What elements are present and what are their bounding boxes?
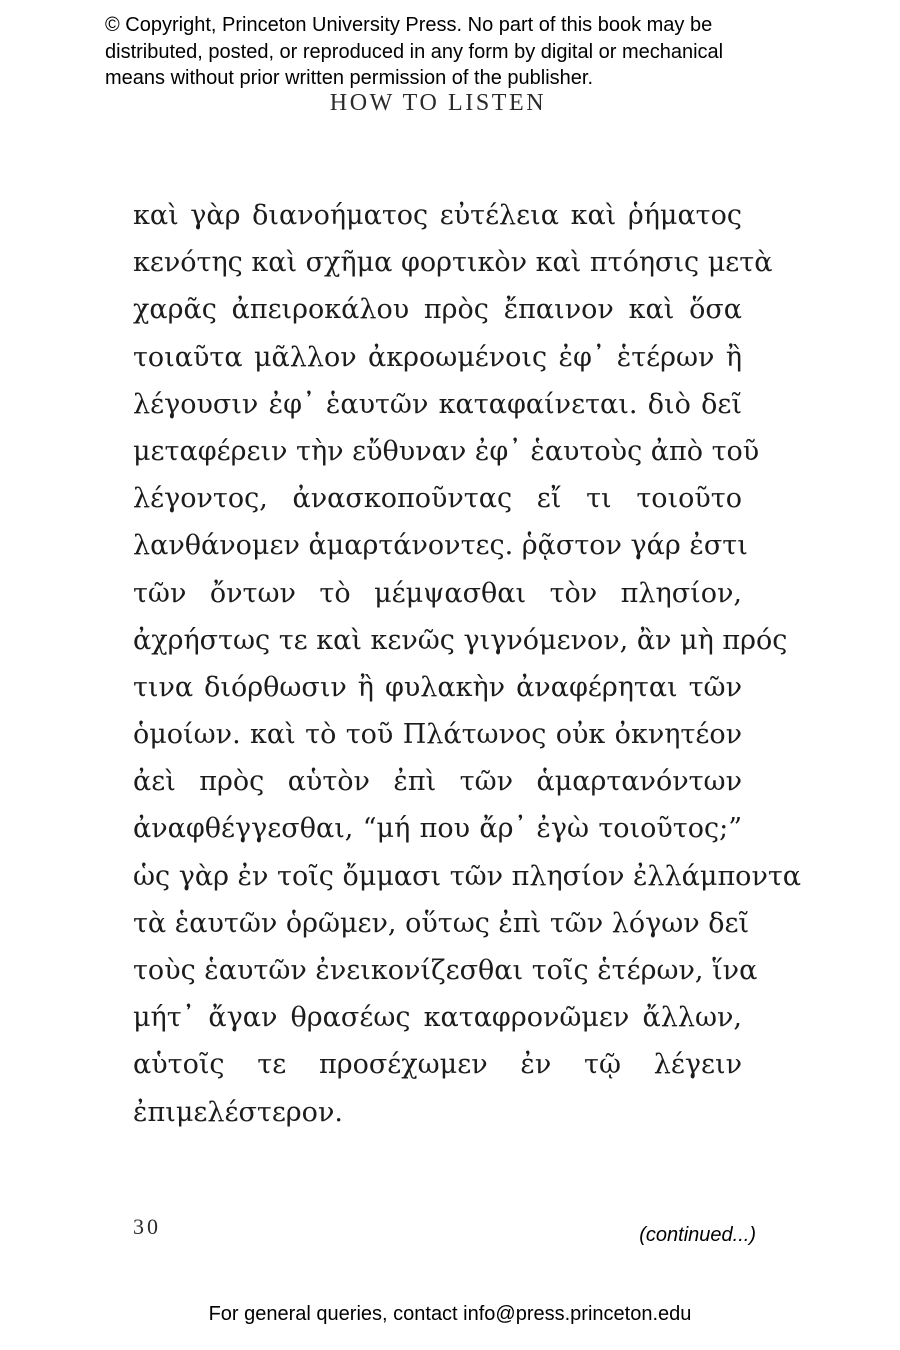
text-line: λανθάνομεν ἁμαρτάνοντες. ῥᾷστον γάρ ἐστι [133,530,748,562]
footer-contact: For general queries, contact info@press.princeton.edu [208,1303,692,1325]
text-line: τὰ ἑαυτῶν ὁρῶμεν, οὕτως ἐπὶ τῶν λόγων δεῖ [133,907,750,939]
copyright-line: distributed, posted, or reproduced in any form by digital or mechanical [105,40,724,63]
text-line: ἀεὶ πρὸς αὑτὸν ἐπὶ τῶν ἁμαρτανόντων [133,766,742,798]
text-line: ὁμοίων. καὶ τὸ τοῦ Πλάτωνος οὐκ ὀκνητέον [133,719,742,751]
text-line: χαρᾶς ἀπειροκάλου πρὸς ἔπαινον καὶ ὅσα [133,294,742,326]
text-line: ἀχρήστως τε καὶ κενῶς γιγνόμενον, ἂν μὴ πρός [133,624,788,656]
page-number: 30 [133,1214,161,1239]
text-line: ἀναφθέγγεσθαι, “μή που ἄρ᾽ ἐγὼ τοιοῦτος;” [133,813,742,845]
text-line: μεταφέρειν τὴν εὔθυναν ἐφ᾽ ἑαυτοὺς ἀπὸ τοῦ [133,435,760,467]
text-line: ἐπιμελέστερον. [133,1096,343,1128]
running-head: HOW TO LISTEN [329,90,547,116]
text-line: τοὺς ἑαυτῶν ἐνεικονίζεσθαι τοῖς ἑτέρων, ἵνα [133,955,758,986]
text-line: λέγοντος, ἀνασκοποῦντας εἴ τι τοιοῦτο [133,483,742,515]
text-line: τινα διόρθωσιν ἢ φυλακὴν ἀναφέρηται τῶν [133,671,742,703]
text-line: αὑτοῖς τε προσέχωμεν ἐν τῷ λέγειν [133,1049,742,1081]
text-line: ὡς γὰρ ἐν τοῖς ὄμμασι τῶν πλησίον ἐλλάμποντα [133,860,802,892]
copyright-notice [105,12,805,92]
text-line: κενότης καὶ σχῆμα φορτικὸν καὶ πτόησις μετὰ [133,247,773,279]
copyright-line: means without prior written permission of the publisher. [105,67,594,89]
text-line: μήτ᾽ ἄγαν θρασέως καταφρονῶμεν ἄλλων, [133,1002,742,1034]
text-line: τῶν ὄντων τὸ μέμψασθαι τὸν πλησίον, [133,577,742,609]
text-line: καὶ γὰρ διανοήματος εὐτέλεια καὶ ῥήματος [133,200,742,231]
text-line: λέγουσιν ἐφ᾽ ἑαυτῶν καταφαίνεται. διὸ δεῖ [133,388,742,420]
greek-body-text [133,192,802,1136]
text-line: τοιαῦτα μᾶλλον ἀκροωμένοις ἐφ᾽ ἑτέρων ἢ [133,341,742,373]
continued-note: (continued...) [639,1224,756,1246]
copyright-line: © Copyright, Princeton University Press. No part of this book may be [105,14,713,36]
